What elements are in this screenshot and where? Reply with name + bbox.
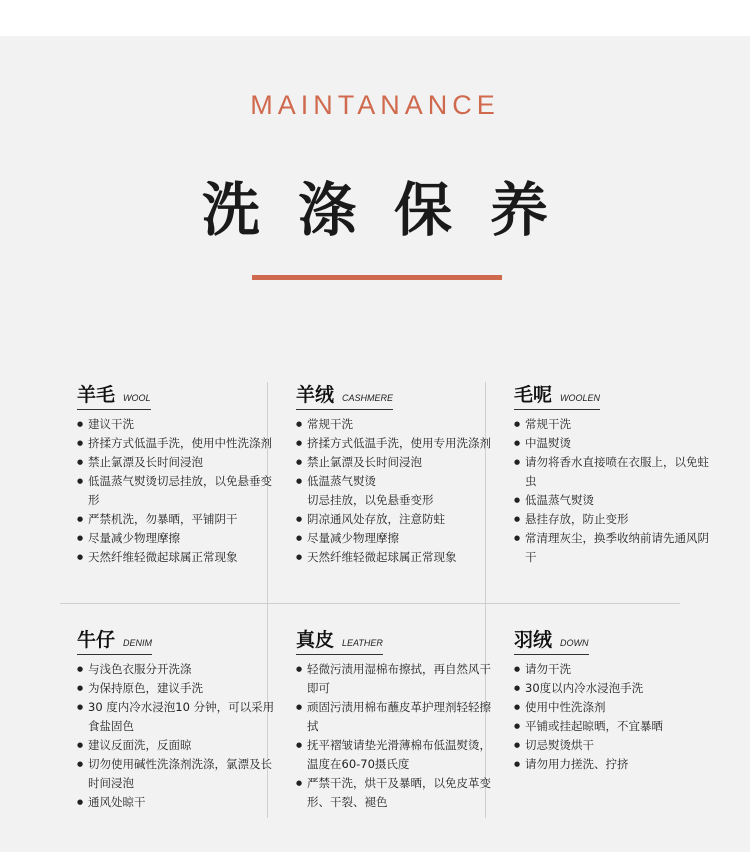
card-heading (296, 625, 383, 655)
care-item: ● 尽量减少物理摩擦 (77, 529, 277, 548)
care-card-leather (296, 625, 496, 812)
care-list (77, 660, 277, 812)
card-heading (296, 380, 393, 410)
care-item: ● 建议反面洗，反面晾 (77, 736, 277, 755)
care-item: ● 与浅色衣服分开洗涤 (77, 660, 277, 679)
care-item: ● 低温蒸气熨烫 切忌挂放，以免悬垂变形 (296, 472, 496, 510)
care-item: ● 顽固污渍用棉布蘸皮革护理剂轻轻擦拭 (296, 698, 496, 736)
care-item: ● 抚平褶皱请垫光滑薄棉布低温熨烫，温度在60-70摄氏度 (296, 736, 496, 774)
care-item: ● 切忌熨烫烘干 (514, 736, 714, 755)
title-underline (252, 275, 502, 280)
care-item: ● 阴凉通风处存放，注意防蛀 (296, 510, 496, 529)
care-item: ● 切勿使用碱性洗涤剂洗涤，氯漂及长时间浸泡 (77, 755, 277, 793)
care-item: ● 禁止氯漂及长时间浸泡 (296, 453, 496, 472)
card-heading (77, 625, 152, 655)
card-heading (514, 380, 600, 410)
care-item: ● 低温蒸气熨烫 (514, 491, 714, 510)
care-item: ● 请勿将香水直接喷在衣服上，以免蛀虫 (514, 453, 714, 491)
card-subtitle: LEATHER (342, 638, 383, 648)
care-card-wool (77, 380, 277, 567)
care-list (77, 415, 277, 567)
care-card-down (514, 625, 714, 774)
care-item: ● 严禁干洗，烘干及暴晒，以免皮革变形、干裂、褪色 (296, 774, 496, 812)
section-eyebrow: MAINTANANCE (250, 90, 500, 120)
care-item: ● 为保持原色，建议手洗 (77, 679, 277, 698)
care-item: ● 建议干洗 (77, 415, 277, 434)
care-list (296, 660, 496, 812)
card-title: 羊毛 (77, 384, 116, 406)
care-item: ● 常清理灰尘，换季收纳前请先通风阴干 (514, 529, 714, 567)
page-title: 洗涤保养 (201, 176, 586, 244)
care-card-cashmere (296, 380, 496, 567)
care-item: ● 天然纤维轻微起球属正常现象 (77, 548, 277, 567)
care-item: ● 常规干洗 (296, 415, 496, 434)
care-item: ● 30 度内冷水浸泡10 分钟，可以采用食盐固色 (77, 698, 277, 736)
care-item: ● 请勿干洗 (514, 660, 714, 679)
card-subtitle: WOOLEN (560, 393, 601, 403)
card-heading (77, 380, 151, 410)
care-list (514, 660, 714, 774)
care-item: ● 低温蒸气熨烫切忌挂放，以免悬垂变形 (77, 472, 277, 510)
care-item: ● 尽量减少物理摩擦 (296, 529, 496, 548)
care-item: ● 使用中性洗涤剂 (514, 698, 714, 717)
card-title: 羽绒 (514, 629, 553, 651)
card-title: 牛仔 (77, 629, 116, 651)
care-card-woolen (514, 380, 714, 567)
card-title: 真皮 (296, 629, 335, 651)
card-title: 毛呢 (514, 384, 553, 406)
card-title: 羊绒 (296, 384, 335, 406)
care-item: ● 悬挂存放，防止变形 (514, 510, 714, 529)
care-item: ● 30度以内冷水浸泡手洗 (514, 679, 714, 698)
card-subtitle: WOOL (123, 393, 151, 403)
care-item: ● 严禁机洗，勿暴晒，平铺阴干 (77, 510, 277, 529)
care-item: ● 天然纤维轻微起球属正常现象 (296, 548, 496, 567)
care-item: ● 平铺或挂起晾晒，不宜暴晒 (514, 717, 714, 736)
care-card-denim (77, 625, 277, 812)
care-item: ● 禁止氯漂及长时间浸泡 (77, 453, 277, 472)
care-list (514, 415, 714, 567)
care-item: ● 挤揉方式低温手洗，使用专用洗涤剂 (296, 434, 496, 453)
card-subtitle: DOWN (560, 638, 589, 648)
care-item: ● 挤揉方式低温手洗，使用中性洗涤剂 (77, 434, 277, 453)
card-subtitle: DENIM (123, 638, 153, 648)
care-item: ● 中温熨烫 (514, 434, 714, 453)
care-list (296, 415, 496, 567)
card-heading (514, 625, 589, 655)
care-item: ● 请勿用力搓洗、拧挤 (514, 755, 714, 774)
care-item: ● 常规干洗 (514, 415, 714, 434)
care-item: ● 通风处晾干 (77, 793, 277, 812)
row-divider (60, 603, 680, 604)
care-item: ● 轻微污渍用湿棉布擦拭，再自然风干即可 (296, 660, 496, 698)
card-subtitle: CASHMERE (342, 393, 394, 403)
